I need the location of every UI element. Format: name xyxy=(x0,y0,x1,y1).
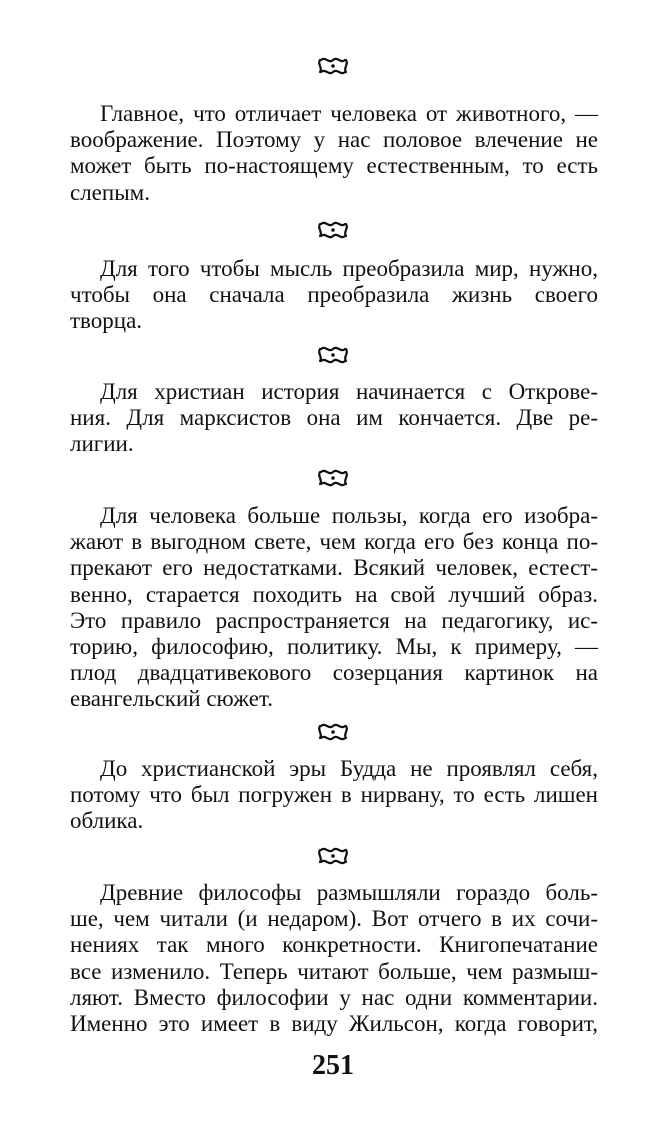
text-line: прекают его недостатками. Всякий человек, естест- xyxy=(70,555,598,581)
text-line: плод двадцативекового созерцания картинок на xyxy=(70,660,598,686)
paragraph-1 xyxy=(70,101,598,206)
text-line: Главное, что отличает человека от животного, — xyxy=(100,101,598,126)
text-line: облика. xyxy=(70,808,144,834)
text-line: может быть по-настоящему естественным, то есть xyxy=(70,153,598,179)
text-line: ляют. Вместо философии у нас одни комментарии. xyxy=(70,984,598,1010)
text-line: Для того чтобы мысль преобразила мир, нужно, xyxy=(100,256,598,281)
text-line: До христианской эры Будда не проявлял себя, xyxy=(100,756,598,781)
text-line: Именно это имеет в виду Жильсон, когда говорит, xyxy=(70,1011,598,1037)
text-line: нениях так много конкретности. Книгопечатание xyxy=(70,932,598,958)
floral-ornament-icon xyxy=(316,219,350,241)
text-line: Древние философы размышляли гораздо боль- xyxy=(100,880,598,905)
floral-ornament-icon xyxy=(316,721,350,743)
text-line: венно, старается походить на свой лучший образ. xyxy=(70,581,598,607)
floral-ornament-icon xyxy=(316,467,350,489)
paragraph-6 xyxy=(70,880,598,1037)
text-line: лигии. xyxy=(70,431,134,457)
text-line: торию, философию, политику. Мы, к примеру, — xyxy=(70,634,598,660)
text-line: все изменило. Теперь читают больше, чем размыш- xyxy=(70,958,598,984)
text-line: Для человека больше пользы, когда его изобра- xyxy=(100,503,598,528)
text-line: евангельский сюжет. xyxy=(70,686,274,712)
paragraph-5 xyxy=(70,756,598,835)
floral-ornament-icon xyxy=(316,55,350,77)
text-line: слепым. xyxy=(70,179,150,205)
text-line: Это правило распространяется на педагогику, ис- xyxy=(70,607,598,633)
paragraph-4 xyxy=(70,503,598,713)
floral-ornament-icon xyxy=(316,845,350,867)
paragraph-2 xyxy=(70,256,598,335)
text-line: ше, чем читали (и недаром). Вот отчего в их сочи- xyxy=(70,906,598,932)
text-line: ния. Для марксистов она им кончается. Две ре- xyxy=(70,405,598,431)
page-number: 251 xyxy=(312,1050,354,1081)
text-line: воображение. Поэтому у нас половое влечение не xyxy=(70,127,598,153)
text-line: чтобы она сначала преобразила жизнь своего xyxy=(70,282,598,308)
paragraph-3 xyxy=(70,379,598,458)
floral-ornament-icon xyxy=(316,344,350,366)
text-line: Для христиан история начинается с Открове- xyxy=(100,379,598,404)
text-line: жают в выгодном свете, чем когда его без конца по- xyxy=(70,529,598,555)
text-line: творца. xyxy=(70,308,143,334)
text-line: потому что был погружен в нирвану, то есть лишен xyxy=(70,782,598,808)
